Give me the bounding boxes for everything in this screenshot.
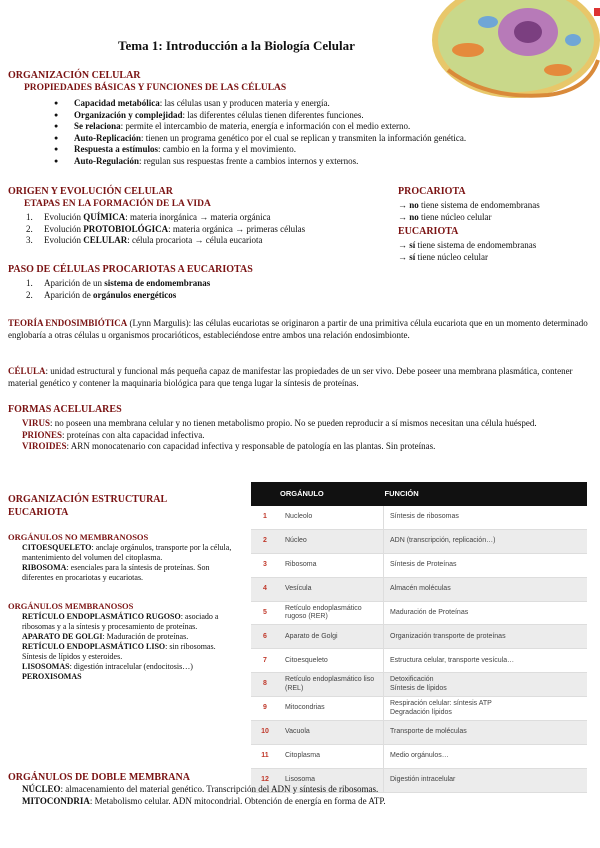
doble-heading: ORGÁNULOS DE DOBLE MEMBRANA [8,772,190,783]
row-number: 11 [251,744,279,768]
row-funcion: Digestión intracelular [384,768,588,792]
row-organulo: Nucleolo [279,506,384,529]
no-membranosos-heading: ORGÁNULOS NO MEMBRANOSOS [8,532,149,542]
list-item: ● Auto-Replicación: tienen un programa genético por el cual se replican y transmiten la información genética. [54,133,574,145]
list-item: ● Organización y complejidad: las diferentes células tienen diferentes funciones. [54,110,574,122]
row-organulo: Ribosoma [279,553,384,577]
list-item: RETÍCULO ENDOPLASMÁTICO RUGOSO: asociado a ribosomas y a la síntesis y procesamiento de proteínas. [22,612,219,631]
list-item: → no tiene sistema de endomembranas [398,200,540,210]
paso-list [26,278,386,301]
table-header-organulo: ORGÁNULO [279,482,384,506]
acelulares-list [22,418,592,453]
acelulares-heading: FORMAS ACELULARES [8,404,122,415]
table-row [251,673,587,697]
row-number: 9 [251,697,279,721]
row-organulo: Retículo endoplasmático rugoso (RER) [279,601,384,625]
row-number: 2 [251,529,279,553]
row-organulo: Citoplasma [279,744,384,768]
org-celular-heading: ORGANIZACIÓN CELULAR [8,70,141,81]
list-item: APARATO DE GOLGI: Maduración de proteínas. [22,632,189,641]
table-row [251,553,587,577]
list-item: VIROIDES: ARN monocatenario con capacidad infectiva y responsable de patología en las plantas. Sin proteínas. [22,441,436,452]
celula-paragraph: CÉLULA: unidad estructural y funcional más pequeña capaz de manifestar las propiedades de un ser vivo. Debe poseer una membrana plasmática, contener material genético y contener la maquinaria biológica para que tenga lugar la síntesis de proteínas. [8,366,573,388]
origen-subheading: ETAPAS EN LA FORMACIÓN DE LA VIDA [24,199,211,209]
procariota-heading: PROCARIOTA [398,186,466,197]
table-row [251,577,587,601]
row-funcion: Maduración de Proteínas [384,601,588,625]
row-number: 5 [251,601,279,625]
page-title: Tema 1: Introducción a la Biología Celular [118,38,355,53]
list-item: ● Respuesta a estímulos: cambio en la forma y el movimiento. [54,144,574,156]
list-item: → sí tiene núcleo celular [398,251,488,262]
list-item: PEROXISOMAS [22,672,82,681]
row-organulo: Mitocondrias [279,697,384,721]
table-row [251,625,587,649]
row-organulo: Vacuola [279,721,384,745]
row-funcion: Estructura celular, transporte vesícula… [384,649,588,673]
list-item: MITOCONDRIA: Metabolismo celular. ADN mitocondrial. Obtención de energía en forma de ATP. [22,795,386,806]
table-body [251,506,587,792]
list-item: ● Auto-Regulación: regulan sus respuestas frente a cambios internos y externos. [54,156,574,168]
table-header-spacer [251,482,279,506]
list-item: 1. Evolución QUÍMICA: materia inorgánica → materia orgánica [26,212,271,222]
list-item: RIBOSOMA: esenciales para la síntesis de proteínas. Son diferentes en procariotas y eucariotas. [22,563,210,582]
row-number: 6 [251,625,279,649]
eucariota-lines [398,240,598,263]
list-item: ● Se relaciona: permite el intercambio de materia, energía e información con el medio externo. [54,121,574,133]
row-organulo: Retículo endoplasmático liso (REL) [279,673,384,697]
table-row [251,506,587,529]
row-funcion: Síntesis de ribosomas [384,506,588,529]
membranosos-list [22,612,242,682]
procariota-lines [398,200,598,223]
row-funcion: Transporte de moléculas [384,721,588,745]
list-item: 2. Evolución PROTOBIOLÓGICA: materia orgánica → primeras células [26,223,306,234]
eucariota-heading: EUCARIOTA [398,226,459,237]
table-header-row [251,482,587,506]
list-item: 3. Evolución CELULAR: célula procariota → célula eucariota [26,235,263,246]
origen-heading: ORIGEN Y EVOLUCIÓN CELULAR [8,186,173,197]
table-row [251,744,587,768]
list-item: VIRUS: no poseen una membrana celular y no tienen metabolismo propio. No se pueden reproducir a sí mismos necesitan una célula huésped. [22,418,537,428]
list-item: → sí tiene sistema de endomembranas [398,240,537,250]
row-funcion: Medio orgánulos… [384,744,588,768]
table-row [251,649,587,673]
row-funcion: Detoxificación Síntesis de lípidos [384,673,588,697]
paso-heading: PASO DE CÉLULAS PROCARIOTAS A EUCARIOTAS [8,264,253,275]
cell-illustration [428,0,600,102]
no-membranosos-list [22,543,242,583]
row-organulo: Núcleo [279,529,384,553]
row-number: 3 [251,553,279,577]
row-funcion: Síntesis de Proteínas [384,553,588,577]
row-funcion: Respiración celular: síntesis ATP Degradación lípidos [384,697,588,721]
list-item: ● Capacidad metabólica: las células usan y producen materia y energía. [54,98,574,110]
table-row [251,529,587,553]
list-item: 1. Aparición de un sistema de endomembranas [26,278,211,288]
row-number: 12 [251,768,279,792]
estructural-heading: ORGANIZACIÓN ESTRUCTURAL EUCARIOTA [8,494,167,518]
row-organulo: Vesícula [279,577,384,601]
list-item: 2. Aparición de orgánulos energéticos [26,289,177,300]
organulos-table [251,482,587,793]
row-number: 8 [251,673,279,697]
membranosos-heading: ORGÁNULOS MEMBRANOSOS [8,601,134,611]
org-celular-subheading: PROPIEDADES BÁSICAS Y FUNCIONES DE LAS CÉLULAS [24,83,287,93]
table-row [251,697,587,721]
table-header-funcion: FUNCIÓN [384,482,588,506]
list-item: NÚCLEO: almacenamiento del material genético. Transcripción del ADN y síntesis de ribosomas. [22,784,379,794]
table-row [251,721,587,745]
row-number: 4 [251,577,279,601]
list-item: RETÍCULO ENDOPLASMÁTICO LISO: sin ribosomas. Síntesis de lípidos y esteroides. [22,642,216,661]
row-funcion: Organización transporte de proteínas [384,625,588,649]
propiedades-list [54,98,574,167]
list-item: → no tiene núcleo celular [398,211,492,222]
teoria-paragraph: TEORÍA ENDOSIMBIÓTICA (Lynn Margulis): las células eucariotas se originaron a partir de una primitiva célula eucariota que en un momento determinado englobaría a otras células u organismos procarióticos, estableciéndose entre ambos una relación endosimbionte. [8,318,588,340]
list-item: PRIONES: proteínas con alta capacidad infectiva. [22,429,205,440]
etapas-list [26,212,386,247]
row-organulo: Citoesqueleto [279,649,384,673]
list-item: CITOESQUELETO: anclaje orgánulos, transporte por la célula, mantenimiento del volumen del citoplasma. [22,543,232,562]
doble-list [22,784,592,807]
row-funcion: Almacén moléculas [384,577,588,601]
list-item: LISOSOMAS: digestión intracelular (endocitosis…) [22,662,193,671]
table-row [251,601,587,625]
row-organulo: Lisosoma [279,768,384,792]
row-organulo: Aparato de Golgi [279,625,384,649]
row-funcion: ADN (transcripción, replicación…) [384,529,588,553]
row-number: 10 [251,721,279,745]
row-number: 1 [251,506,279,529]
row-number: 7 [251,649,279,673]
